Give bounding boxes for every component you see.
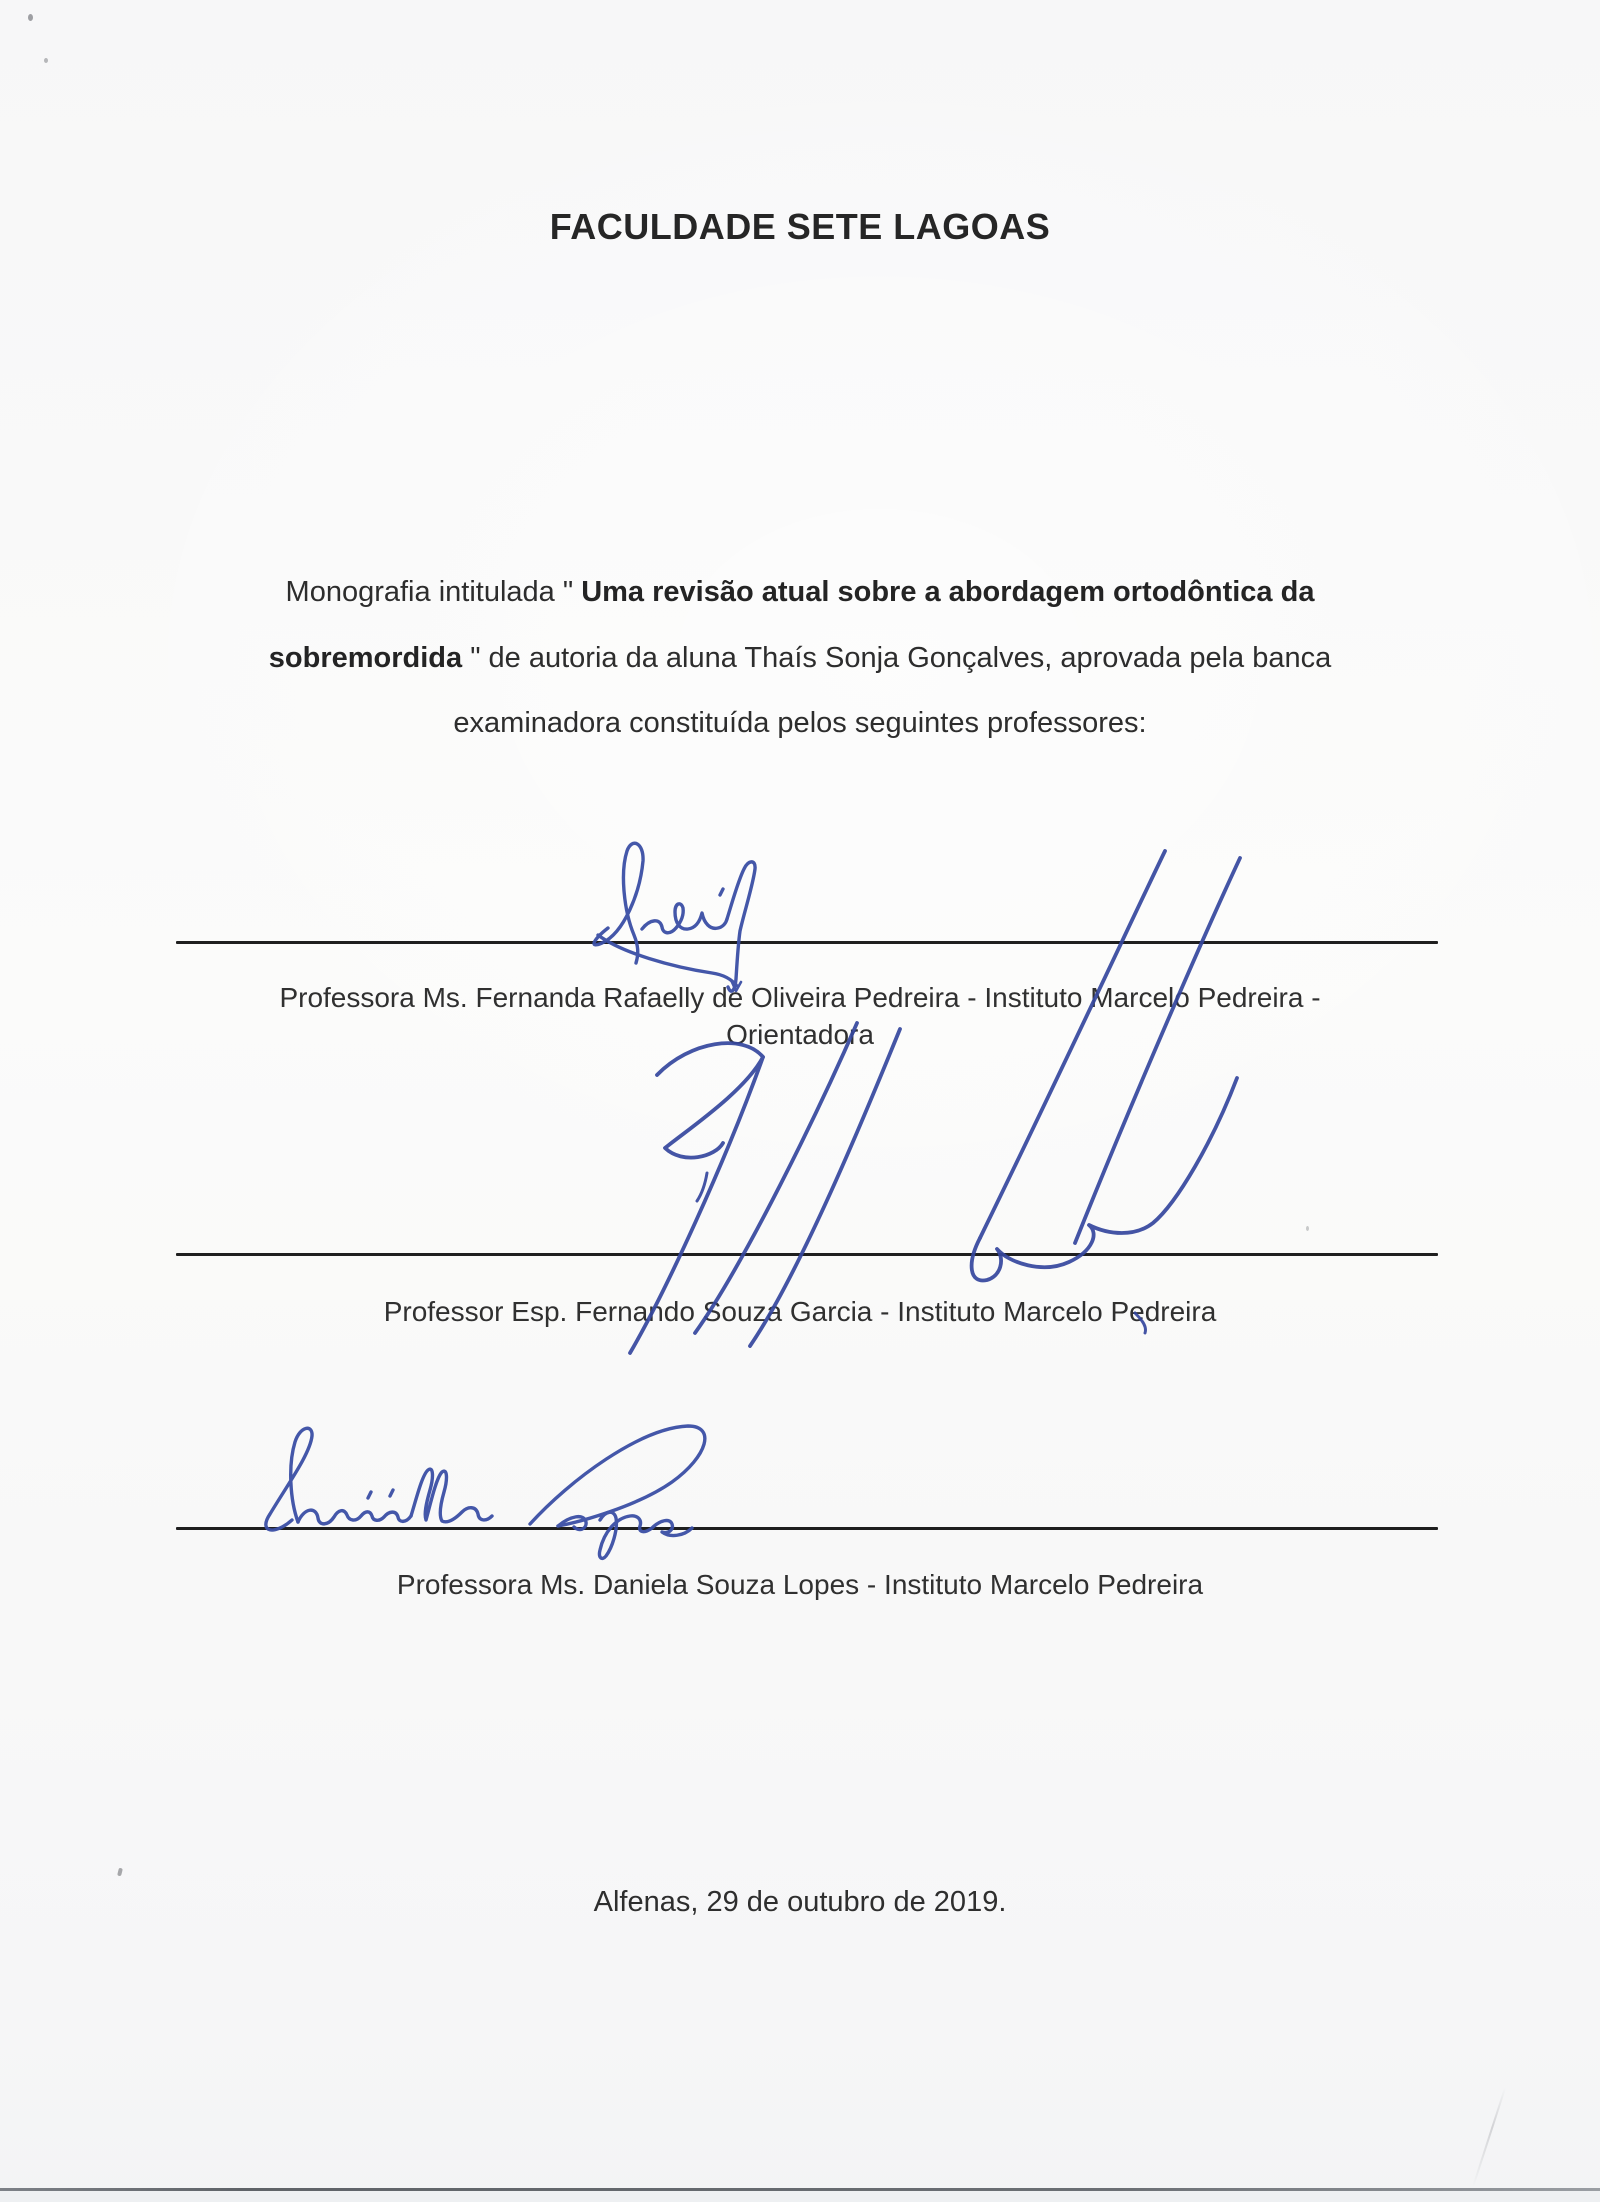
approval-paragraph-line3	[170, 691, 1430, 757]
scanner-background-strip	[0, 2191, 1600, 2202]
scan-speck	[117, 1868, 123, 1877]
scan-speck	[28, 14, 33, 21]
institution-title: FACULDADE SETE LAGOAS	[549, 206, 1051, 247]
signatory-1-role: Orientadora	[726, 1019, 874, 1050]
signatory-3-name: Professora Ms. Daniela Souza Lopes - Instituto Marcelo Pedreira	[396, 1569, 1204, 1600]
paragraph-text: " de autoria da aluna Thaís Sonja Gonçalves, aprovada pela banca	[470, 641, 1332, 674]
paper-crease	[1472, 2087, 1506, 2187]
handwritten-signature-daniela-lopes	[240, 1420, 910, 1570]
approval-paragraph	[170, 560, 1430, 757]
approval-paragraph-line2	[170, 626, 1430, 692]
place-date-line: Alfenas, 29 de outubro de 2019.	[593, 1886, 1007, 1918]
scan-speck	[44, 58, 48, 63]
signatory-1-name: Professora Ms. Fernanda Rafaelly de Oliveira Pedreira - Instituto Marcelo Pedreira -	[279, 982, 1321, 1013]
handwritten-signature-fernando-garcia	[595, 843, 1265, 1363]
signatory-caption-3	[0, 1566, 1600, 1603]
thesis-title-part2: sobremordida	[268, 641, 471, 674]
approval-paragraph-line1	[170, 560, 1430, 626]
signatory-2-name: Professor Esp. Fernando Souza Garcia - Instituto Marcelo Pedreira	[383, 1296, 1217, 1327]
scan-speck	[1306, 1226, 1309, 1231]
thesis-title-part1: Uma revisão atual sobre a abordagem ortodôntica da	[581, 576, 1315, 608]
paragraph-text: examinadora constituída pelos seguintes professores:	[453, 707, 1147, 739]
paragraph-text: Monografia intitulada "	[285, 576, 582, 608]
